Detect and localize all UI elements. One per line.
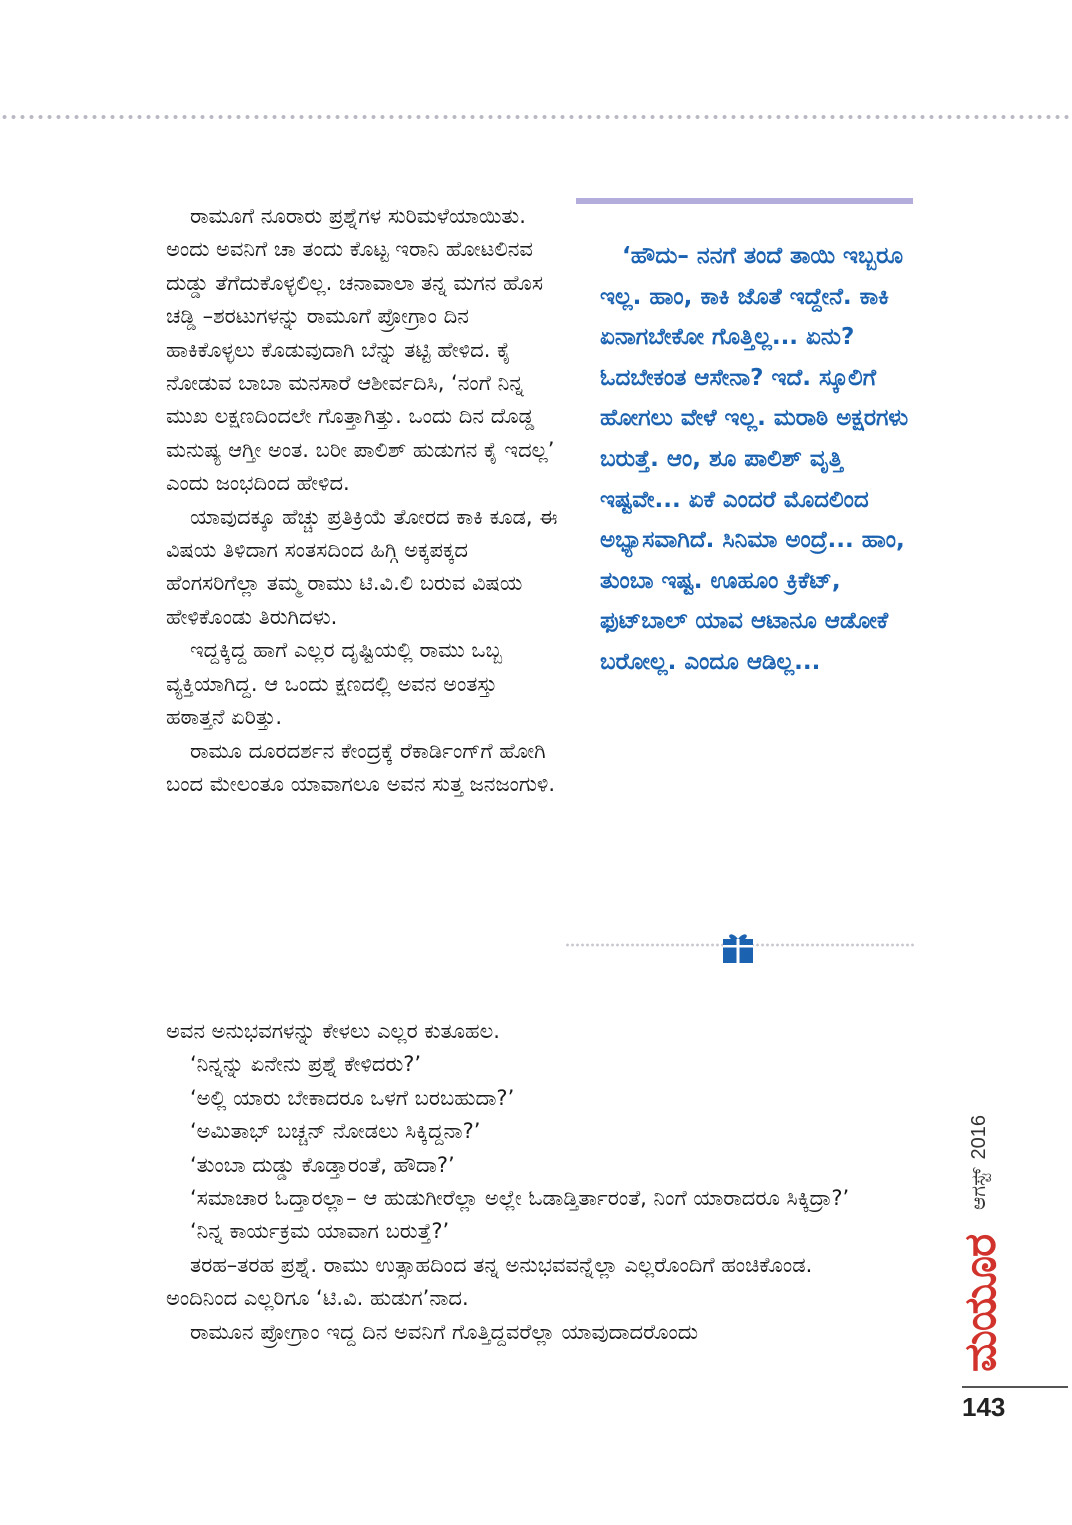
top-dotted-rule	[0, 112, 1072, 122]
paragraph: ರಾಮೂನ ಪ್ರೋಗ್ರಾಂ ಇದ್ದ ದಿನ ಅವನಿಗೆ ಗೊತ್ತಿದ್ದವರೆಲ್ಲಾ ಯಾವುದಾದರೊಂದು	[190, 1319, 699, 1344]
paragraph: ಯಾವುದಕ್ಕೂ ಹೆಚ್ಚು ಪ್ರತಿಕ್ರಿಯೆ ತೋರದ ಕಾಕಿ ಕೂಡ, ಈ ವಿಷಯ ತಿಳಿದಾಗ ಸಂತಸದಿಂದ ಹಿಗ್ಗಿ ಅಕ್ಕಪಕ್ಕದ ಹೆಂಗಸರಿಗೆಲ್ಲಾ ತಮ್ಮ ರಾಮು ಟಿ.ವಿ.ಲಿ ಬರುವ ವಿಷಯ ಹೇಳಿಕೊಂಡು ತಿರುಗಿದಳು.	[166, 504, 558, 629]
paragraph: ಅವನ ಅನುಭವಗಳನ್ನು ಕೇಳಲು ಎಲ್ಲರ ಕುತೂಹಲ.	[166, 1019, 500, 1043]
dialogue-line: ‘ನಿನ್ನ ಕಾರ್ಯಕ್ರಮ ಯಾವಾಗ ಬರುತ್ತೆ?’	[190, 1219, 450, 1244]
pull-quote-text: ‘ಹೌದು– ನನಗೆ ತಂದೆ ತಾಯಿ ಇಬ್ಬರೂ ಇಲ್ಲ. ಹಾಂ, ಕಾಕಿ ಜೊತೆ ಇದ್ದೇನೆ. ಕಾಕಿ ಏನಾಗಬೇಕೋ ಗೊತ್ತಿಲ್ಲ... ಏನು? ಓದಬೇಕಂತ ಆಸೇನಾ? ಇದೆ. ಸ್ಕೂಲಿಗೆ ಹೋಗಲು ವೇಳೆ ಇಲ್ಲ. ಮರಾಠಿ ಅಕ್ಷರಗಳು ಬರುತ್ತೆ. ಆಂ, ಶೂ ಪಾಲಿಶ್ ವೃತ್ತಿ ಇಷ್ಟವೇ... ಏಕೆ ಎಂದರೆ ಮೊದಲಿಂದ ಅಭ್ಯಾಸವಾಗಿದೆ. ಸಿನಿಮಾ ಅಂದ್ರೆ... ಹಾಂ, ತುಂಬಾ ಇಷ್ಟ. ಊಹೂಂ ಕ್ರಿಕೆಟ್, ಫುಟ್‌ಬಾಲ್ ಯಾವ ಆಟಾನೂ ಆಡೋಕೆ ಬರೋಲ್ಲ. ಎಂದೂ ಆಡಿಲ್ಲ...	[600, 243, 909, 675]
dialogue-line: ‘ಅಲ್ಲಿ ಯಾರು ಬೇಕಾದರೂ ಒಳಗೆ ಬರಬಹುದಾ?’	[190, 1085, 515, 1110]
paragraph: ರಾಮೂಗೆ ನೂರಾರು ಪ್ರಶ್ನೆಗಳ ಸುರಿಮಳೆಯಾಯಿತು. ಅಂದು ಅವನಿಗೆ ಚಾ ತಂದು ಕೊಟ್ಟ ಇರಾನಿ ಹೋಟಲಿನವ ದುಡ್ಡು ತೆಗೆದುಕೊಳ್ಳಲಿಲ್ಲ. ಚನಾವಾಲಾ ತನ್ನ ಮಗನ ಹೊಸ ಚಡ್ಡಿ –ಶರಟುಗಳನ್ನು ರಾಮೂಗೆ ಪ್ರೋಗ್ರಾಂ ದಿನ ಹಾಕಿಕೊಳ್ಳಲು ಕೊಡುವುದಾಗಿ ಬೆನ್ನು ತಟ್ಟಿ ಹೇಳಿದ. ಕೈ ನೋಡುವ ಬಾಬಾ ಮನಸಾರೆ ಆಶೀರ್ವದಿಸಿ, ‘ನಂಗೆ ನಿನ್ನ ಮುಖ ಲಕ್ಷಣದಿಂದಲೇ ಗೊತ್ತಾಗಿತ್ತು. ಒಂದು ದಿನ ದೊಡ್ಡ ಮನುಷ್ಯ ಆಗ್ತೀ ಅಂತ. ಬರೀ ಪಾಲಿಶ್ ಹುಡುಗನ ಕೈ ಇದಲ್ಲ’ ಎಂದು ಜಂಭದಿಂದ ಹೇಳಿದ.	[166, 204, 555, 496]
dialogue-line: ‘ತುಂಬಾ ದುಡ್ಡು ಕೊಡ್ತಾರಂತೆ, ಹೌದಾ?’	[190, 1152, 455, 1177]
pull-quote	[600, 236, 920, 683]
pull-quote-top-rule	[576, 198, 913, 204]
issue-month: ಆಗಸ್ಟ್	[968, 1167, 990, 1210]
page-number: 143	[962, 1392, 1006, 1422]
issue-year: 2016	[968, 1114, 990, 1160]
paragraph: ರಾಮೂ ದೂರದರ್ಶನ ಕೇಂದ್ರಕ್ಕೆ ರೆಕಾರ್ಡಿಂಗ್‌ಗೆ ಹೋಗಿ ಬಂದ ಮೇಲಂತೂ ಯಾವಾಗಲೂ ಅವನ ಸುತ್ತ ಜನಜಂಗುಳಿ.	[166, 738, 556, 796]
gift-box-icon	[722, 930, 754, 964]
paragraph: ಇದ್ದಕ್ಕಿದ್ದ ಹಾಗೆ ಎಲ್ಲರ ದೃಷ್ಟಿಯಲ್ಲಿ ರಾಮು ಒಬ್ಬ ವ್ಯಕ್ತಿಯಾಗಿದ್ದ. ಆ ಒಂದು ಕ್ಷಣದಲ್ಲಿ ಅವನ ಅಂತಸ್ತು ಹಠಾತ್ತನೆ ಏರಿತ್ತು.	[166, 638, 503, 730]
dialogue-line: ‘ನಿನ್ನನ್ನು ಏನೇನು ಪ್ರಶ್ನೆ ಕೇಳಿದರು?’	[190, 1052, 422, 1077]
dialogue-line: ‘ಅಮಿತಾಭ್ ಬಚ್ಚನ್ ನೋಡಲು ಸಿಕ್ಕಿದ್ದನಾ?’	[190, 1119, 481, 1144]
full-width-text	[166, 1015, 866, 1349]
left-column-text	[166, 200, 561, 801]
paragraph: ತರಹ–ತರಹ ಪ್ರಶ್ನೆ. ರಾಮು ಉತ್ಸಾಹದಿಂದ ತನ್ನ ಅನುಭವವನ್ನೆಲ್ಲಾ ಎಲ್ಲರೊಂದಿಗೆ ಹಂಚಿಕೊಂಡ. ಅಂದಿನಿಂದ ಎಲ್ಲರಿಗೂ ‘ಟಿ.ವಿ. ಹುಡುಗ’ನಾದ.	[166, 1252, 813, 1311]
dialogue-line: ‘ಸಮಾಚಾರ ಓದ್ತಾರಲ್ಲಾ– ಆ ಹುಡುಗೀರೆಲ್ಲಾ ಅಲ್ಲೇ ಓಡಾಡ್ತಿರ್ತಾರಂತೆ, ನಿಂಗೆ ಯಾರಾದರೂ ಸಿಕ್ಕಿದ್ರಾ?’	[190, 1186, 850, 1211]
issue-date	[968, 1115, 991, 1210]
page-number-rule	[962, 1386, 1068, 1388]
magazine-name: ಮಯೂರ	[955, 1234, 1006, 1372]
